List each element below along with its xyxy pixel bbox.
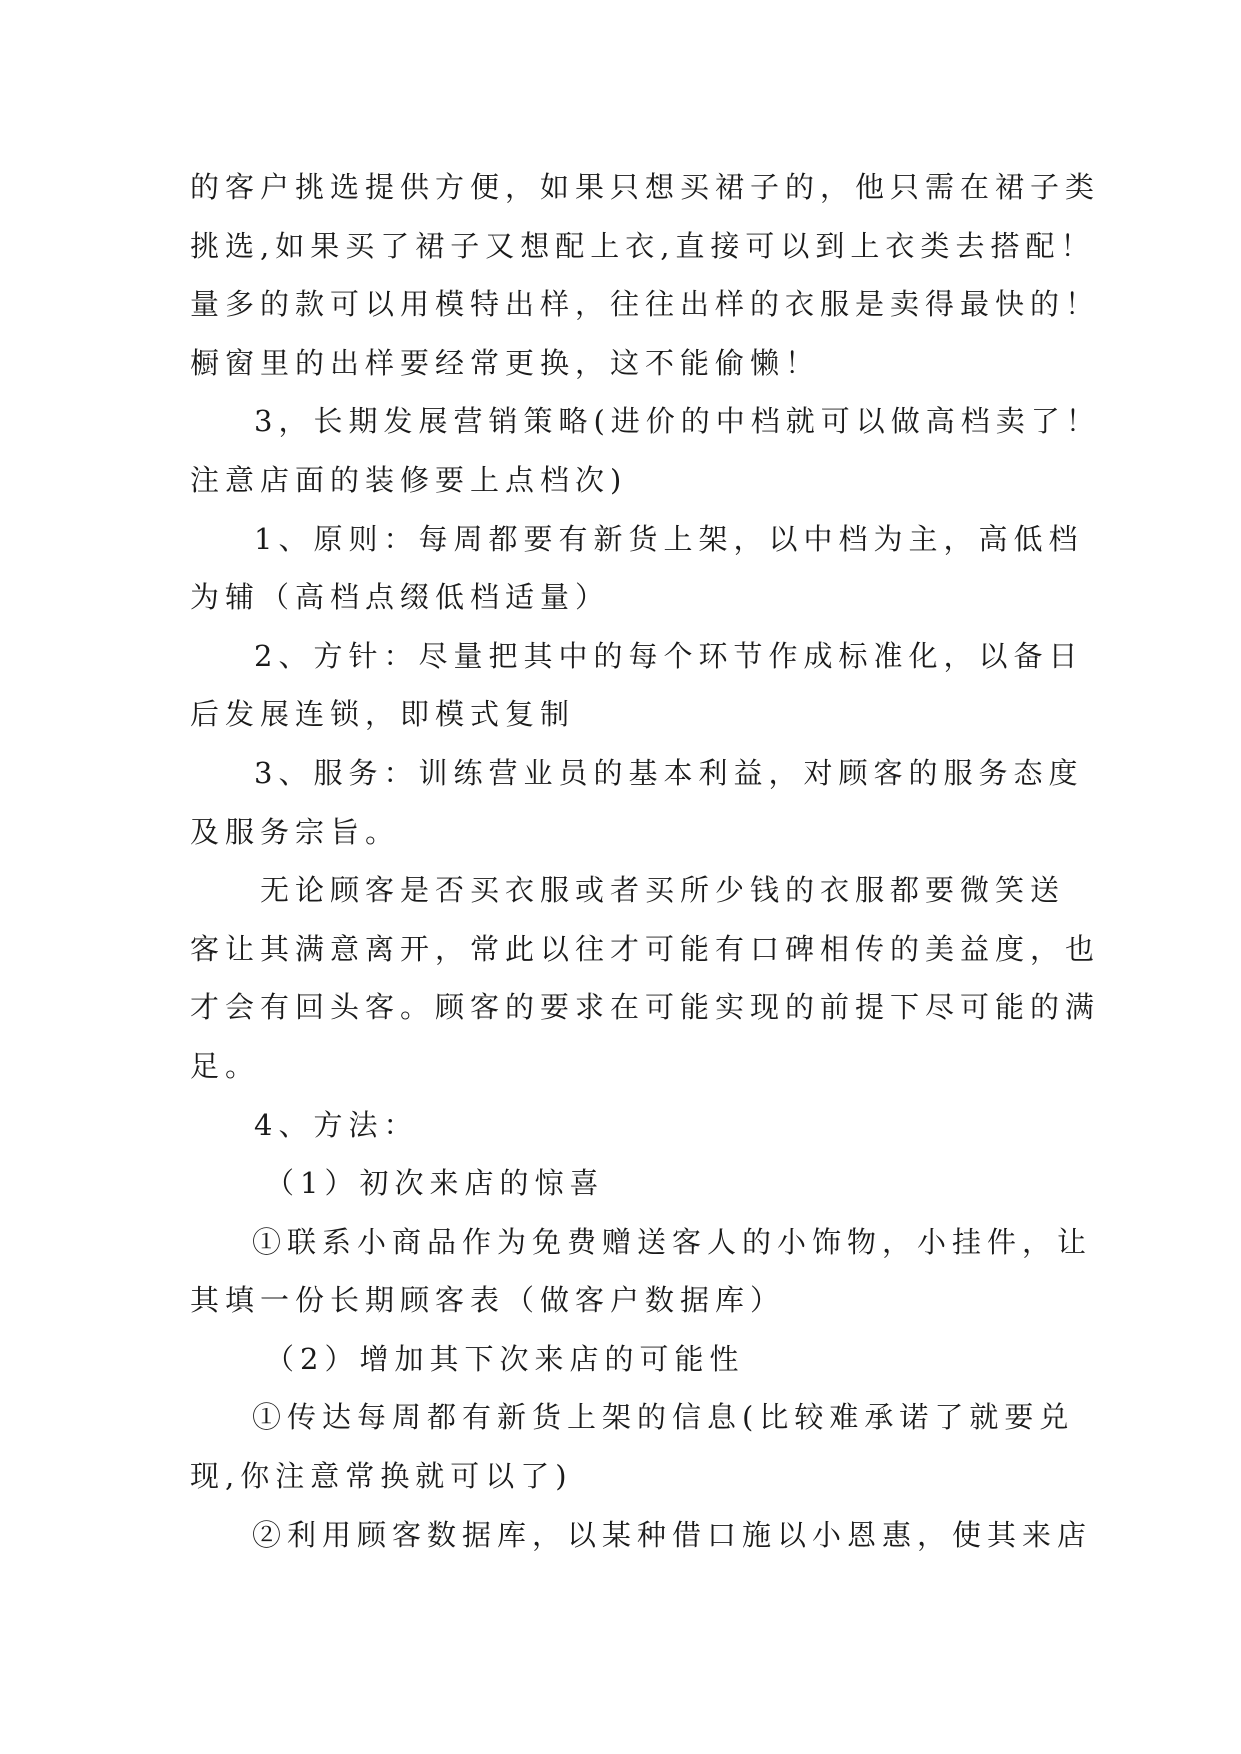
text-line: 3、服务：训练营业员的基本利益，对顾客的服务态度 [254, 755, 1084, 790]
text-line: ②利用顾客数据库，以某种借口施以小恩惠，使其来店 [252, 1517, 1093, 1552]
text-line: 现,你注意常换就可以了) [190, 1459, 573, 1494]
text-line: 挑选,如果买了裙子又想配上衣,直接可以到上衣类去搭配！ [190, 228, 1096, 263]
text-line: 无论顾客是否买衣服或者买所少钱的衣服都要微笑送 [260, 873, 1066, 908]
text-line: 为辅（高档点缀低档适量） [190, 580, 611, 615]
text-line: 客让其满意离开，常此以往才可能有口碑相传的美益度，也 [190, 931, 1101, 966]
text-line: （1）初次来店的惊喜 [265, 1166, 605, 1201]
text-line: 其填一份长期顾客表（做客户数据库） [190, 1283, 786, 1318]
text-line: 及服务宗旨。 [190, 814, 401, 849]
document-body [190, 158, 1101, 1564]
text-line: 4、方法： [254, 1107, 419, 1142]
text-line: 3，长期发展营销策略(进价的中档就可以做高档卖了！ [254, 404, 1101, 439]
text-line: 足。 [190, 1048, 261, 1083]
text-line: 2、方针：尽量把其中的每个环节作成标准化，以备日 [254, 638, 1084, 673]
text-line: ①传达每周都有新货上架的信息(比较难承诺了就要兑 [252, 1400, 1075, 1435]
text-line: 1、原则：每周都要有新货上架，以中档为主，高低档 [254, 521, 1084, 556]
text-line: 注意店面的装修要上点档次) [190, 462, 628, 497]
text-line: 后发展连锁，即模式复制 [190, 697, 576, 732]
text-line: （2）增加其下次来店的可能性 [265, 1341, 745, 1376]
text-line: 橱窗里的出样要经常更换，这不能偷懒！ [190, 345, 821, 380]
text-line: 才会有回头客。顾客的要求在可能实现的前提下尽可能的满 [190, 990, 1101, 1025]
text-line: 量多的款可以用模特出样，往往出样的衣服是卖得最快的！ [190, 287, 1101, 322]
text-line: ①联系小商品作为免费赠送客人的小饰物，小挂件，让 [252, 1224, 1093, 1259]
text-line: 的客户挑选提供方便，如果只想买裙子的，他只需在裙子类 [190, 170, 1101, 204]
